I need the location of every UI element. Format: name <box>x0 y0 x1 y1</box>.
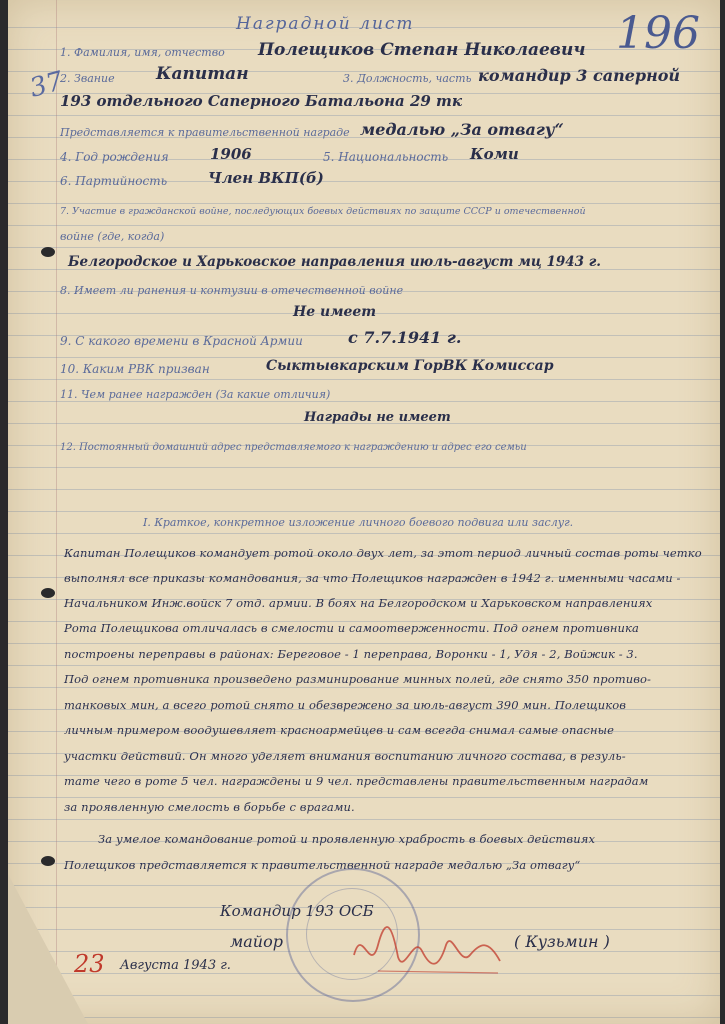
wounds-label: 8. Имеет ли ранения и контузии в отечественной войне <box>60 284 404 297</box>
date-day: 23 <box>74 950 105 978</box>
narrative-line: участки действий. Он много уделяет внимания воспитанию личного состава, в резуль- <box>64 749 626 763</box>
birth-value: 1906 <box>210 145 252 163</box>
war-label: 7. Участие в гражданской войне, последующих боевых действиях по защите СССР и отечественной <box>60 206 586 217</box>
narrative-line: Рота Полещикова отличалась в смелости и самоотверженности. Под огнем противника <box>64 621 639 635</box>
prev-awards-value: Награды не имеет <box>304 410 451 425</box>
handwritten-signature <box>348 915 508 985</box>
narrative-line: Под огнем противника произведено разминирование минных полей, где снято 350 противо- <box>64 672 652 686</box>
wounds-value: Не имеет <box>293 304 377 320</box>
position-label: 3. Должность, часть <box>343 72 472 85</box>
punch-hole <box>41 588 55 598</box>
punch-hole <box>41 247 55 257</box>
rvk-value: Сыктывкарским ГорВК Комиссар <box>266 358 554 374</box>
narrative-line: за проявленную смелость в борьбе с врагами. <box>64 800 355 814</box>
nationality-label: 5. Национальность <box>323 150 449 164</box>
margin-number: 37 <box>26 66 67 104</box>
narrative-line: Капитан Полещиков командует ротой около двух лет, за этот период личный состав роты четко <box>64 546 702 560</box>
name-value: Полещиков Степан Николаевич <box>258 40 586 60</box>
signature-rank: майор <box>230 932 283 951</box>
nationality-value: Коми <box>470 145 519 163</box>
name-label: 1. Фамилия, имя, отчество <box>60 46 225 59</box>
war-value: Белгородское и Харьковское направления июль-август мц 1943 г. <box>68 254 602 270</box>
party-value: Член ВКП(б) <box>208 169 324 187</box>
archive-number: 196 <box>616 8 700 59</box>
conclusion-line: Полещиков представляется к правительственной награде медалью „За отвагу“ <box>64 858 581 872</box>
position-value: командир 3 саперной <box>478 66 681 85</box>
rank-label: 2. Звание <box>60 72 115 85</box>
war-label-2: войне (где, когда) <box>60 230 165 243</box>
folded-corner <box>8 874 88 1024</box>
award-sheet <box>8 0 720 1024</box>
rank-value: Капитан <box>156 64 249 84</box>
narrative-line: личным примером воодушевляет красноармейцев и сам всегда снимал самые опасные <box>64 723 614 737</box>
document-title: Наградной лист <box>236 14 415 34</box>
award-label: Представляется к правительственной награде <box>60 126 350 139</box>
narrative-line: построены переправы в районах: Береговое - 1 переправа, Воронки - 1, Удя - 2, Войжик - 3. <box>64 647 638 661</box>
date-rest: Августа 1943 г. <box>120 958 231 973</box>
narrative-line: танковых мин, а всего ротой снято и обезврежено за июль-август 390 мин. Полещиков <box>64 698 627 712</box>
party-label: 6. Партийность <box>60 174 168 188</box>
punch-hole <box>41 856 55 866</box>
award-value: медалью „За отвагу“ <box>360 120 564 139</box>
address-label: 12. Постоянный домашний адрес представляемого к награждению и адрес его семьи <box>60 442 527 453</box>
since-value: с 7.7.1941 г. <box>348 328 462 347</box>
since-label: 9. С какого времени в Красной Армии <box>60 334 303 348</box>
margin-line <box>56 0 57 1024</box>
narrative-line: тате чего в роте 5 чел. награждены и 9 чел. представлены правительственным наградам <box>64 774 649 788</box>
prev-awards-label: 11. Чем ранее награжден (За какие отличия) <box>60 388 331 401</box>
section-title: I. Краткое, конкретное изложение личного боевого подвига или заслуг. <box>143 516 574 529</box>
position-value-2: 193 отдельного Саперного Батальона 29 тк <box>60 92 463 110</box>
signature-commander: Командир 193 ОСБ <box>220 902 374 920</box>
signature-name: ( Кузьмин ) <box>514 932 610 951</box>
narrative-line: Начальником Инж.войск 7 отд. армии. В боях на Белгородском и Харьковском направлениях <box>64 596 653 610</box>
rvk-label: 10. Каким РВК призван <box>60 362 210 376</box>
conclusion-line: За умелое командование ротой и проявленную храбрость в боевых действиях <box>98 832 596 846</box>
narrative-line: выполнял все приказы командования, за что Полещиков награжден в 1942 г. именными часами - <box>64 571 681 585</box>
birth-label: 4. Год рождения <box>60 150 169 164</box>
